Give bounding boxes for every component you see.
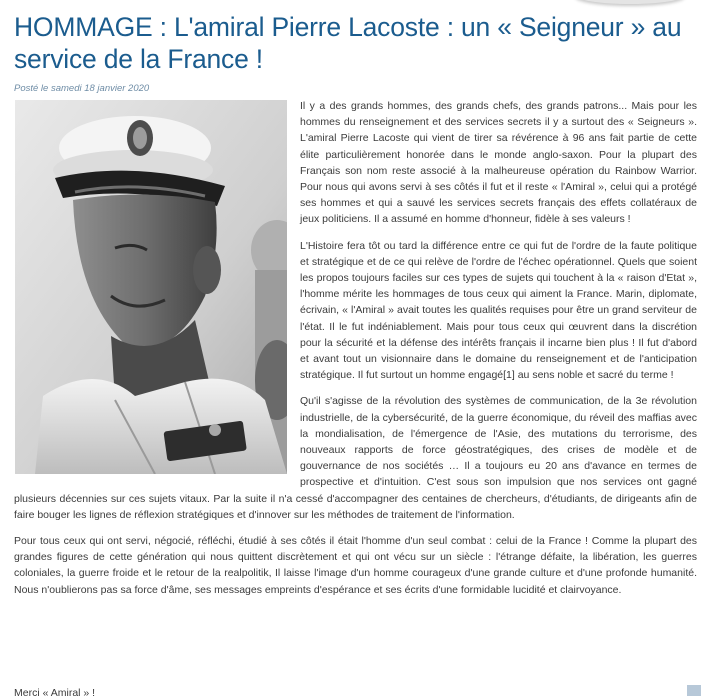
paragraph-2: L'Histoire fera tôt ou tard la différence entre ce qui fut de l'ordre de la faute politique et stratégique et de ce qui relève de l'ordre de l'échec opérationnel. Quels que soient les propos toujours faciles sur ces types de sujets qui touchent à la « raison d'Etat », l'homme mérite les hommages de tous ceux qui aiment la France. Marin, diplomate, écrivain, « l'Amiral » avait toutes les qualités requises pour être un grand serviteur de l'état. Il le fut indéniablement. Mais pour tous ceux qui œuvrent dans la discrétion pour la sécurité et la défense des intérêts français il incarne bien plus ! Il fut d'abord et avant tout un visionnaire dans le domaine du renseignement et de l'anticipation stratégique. Il fut surtout un homme engagé[1] au sens noble et sacré du terme !: [300, 239, 697, 382]
article: [14, 11, 697, 696]
photo-spacer: [14, 98, 300, 478]
paragraph-1: Il y a des grands hommes, des grands chefs, des grands patrons... Mais pour les hommes du renseignement et des services secrets il y a surtout des « Seigneurs ». L'amiral Pierre Lacoste qui vient de tirer sa révérence à 96 ans fait partie de cette élite particulièrement honorée dans le monde anglo-saxon. Pour la plupart des Français son nom reste associé à la malheureuse opération du Rainbow Warrior. Pour nous qui avons servi à ses côtés il fut et il reste « l'Amiral », celui qui a protégé ses hommes et qui a sauvé les services secrets français des effets collatéraux de jeux politiciens. Il a assumé en homme d'honneur, fidèle à ses valeurs !: [300, 100, 697, 226]
post-date: Posté le samedi 18 janvier 2020: [14, 83, 150, 94]
closing-line: Merci « Amiral » !: [14, 687, 96, 696]
article-body: [14, 98, 697, 608]
paragraph-3: Qu'il s'agisse de la révolution des systèmes de communication, de la 3e révolution industrielle, de la cybersécurité, de la guerre économique, du réveil des maffias avec la mondialisation, de l'émergence de l'Asie, des mutations du terrorisme, des nouveaux rapports de force géostratégiques, des crises de modèle et de gouvernance de nos sociétés … Il a toujours eu 20 ans d'avance en termes de prospective et d'intuition. C'est sous son impulsion que nos services ont gagné plusieurs décennies sur ces sujets vitaux. Par la suite il n'a cessé d'accompagner des centaines de chercheurs, d'étudiants, de dirigeants afin de faire bouger les lignes de réflexion stratégiques et d'innover sur les méthodes de traitement de l'information.: [14, 395, 697, 521]
scroll-to-top-button[interactable]: [687, 685, 701, 696]
article-title: HOMMAGE : L'amiral Pierre Lacoste : un « Seigneur » au service de la France !: [14, 12, 682, 74]
top-decoration: [575, 0, 685, 4]
paragraph-4: Pour tous ceux qui ont servi, négocié, réfléchi, étudié à ses côtés il était l'homme d'un seul combat : celui de la France ! Comme la plupart des grandes figures de cette génération qui nous quittent discrètement et qui ont vécu sur un siècle : l'étrange défaite, la libération, les guerres coloniales, la guerre froide et le retour de la realpolitik, Il laisse l'image d'un homme courageux d'une grande culture et d'une profonde humanité. Nous n'oublierons pas sa force d'âme, ses messages empreints d'espérance et ses écrits d'une formidable lucidité et clairvoyance.: [14, 535, 697, 596]
